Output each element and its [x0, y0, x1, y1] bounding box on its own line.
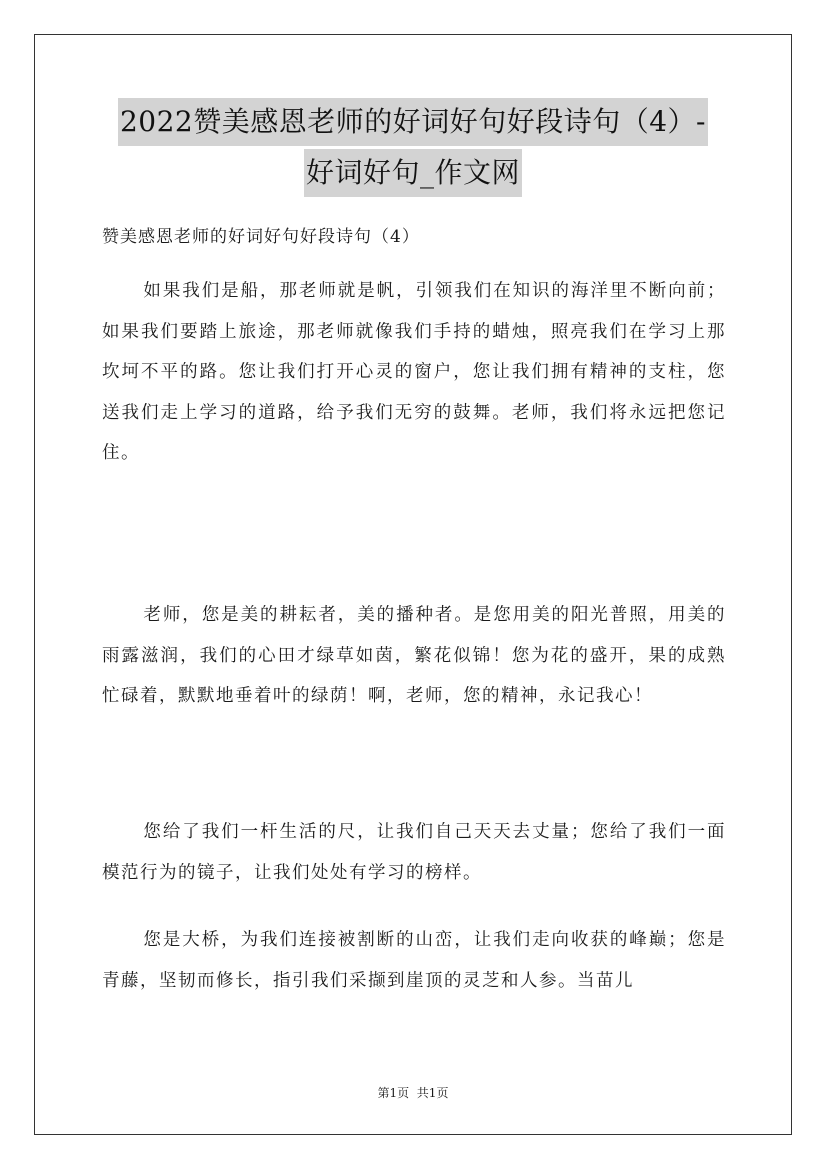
title-line-2: 好词好句_作文网	[304, 149, 522, 197]
title-line-1: 2022赞美感恩老师的好词好句好段诗句（4）-	[118, 98, 708, 146]
paragraph	[102, 271, 726, 474]
paragraph	[102, 920, 726, 1001]
article-subtitle: 赞美感恩老师的好词好句好段诗句（4）	[102, 227, 420, 247]
page-footer: 第1页 共1页	[377, 1086, 449, 1100]
paragraph-text: 老师，您是美的耕耘者，美的播种者。是您用美的阳光普照，用美的雨露滋润，我们的心田才绿草如茵，繁花似锦！您为花的盛开，果的成熟忙碌着，默默地垂着叶的绿荫！啊，老师，您的精神，永记我心！	[102, 605, 726, 706]
paragraph-text: 您给了我们一杆生活的尺，让我们自己天天去丈量；您给了我们一面模范行为的镜子，让我们处处有学习的榜样。	[102, 822, 726, 883]
paragraph-text: 如果我们是船，那老师就是帆，引领我们在知识的海洋里不断向前；如果我们要踏上旅途，那老师就像我们手持的蜡烛，照亮我们在学习上那坎坷不平的路。您让我们打开心灵的窗户，您让我们拥有精神的支柱，您送我们走上学习的道路，给予我们无穷的鼓舞。老师，我们将永远把您记住。	[102, 281, 726, 463]
paragraph-text: 您是大桥，为我们连接被割断的山峦，让我们走向收获的峰巅；您是青藤，坚韧而修长，指引我们采撷到崖顶的灵芝和人参。当苗儿	[102, 930, 726, 991]
paragraph	[102, 595, 726, 717]
paragraph	[102, 812, 726, 893]
page-title	[34, 98, 792, 197]
